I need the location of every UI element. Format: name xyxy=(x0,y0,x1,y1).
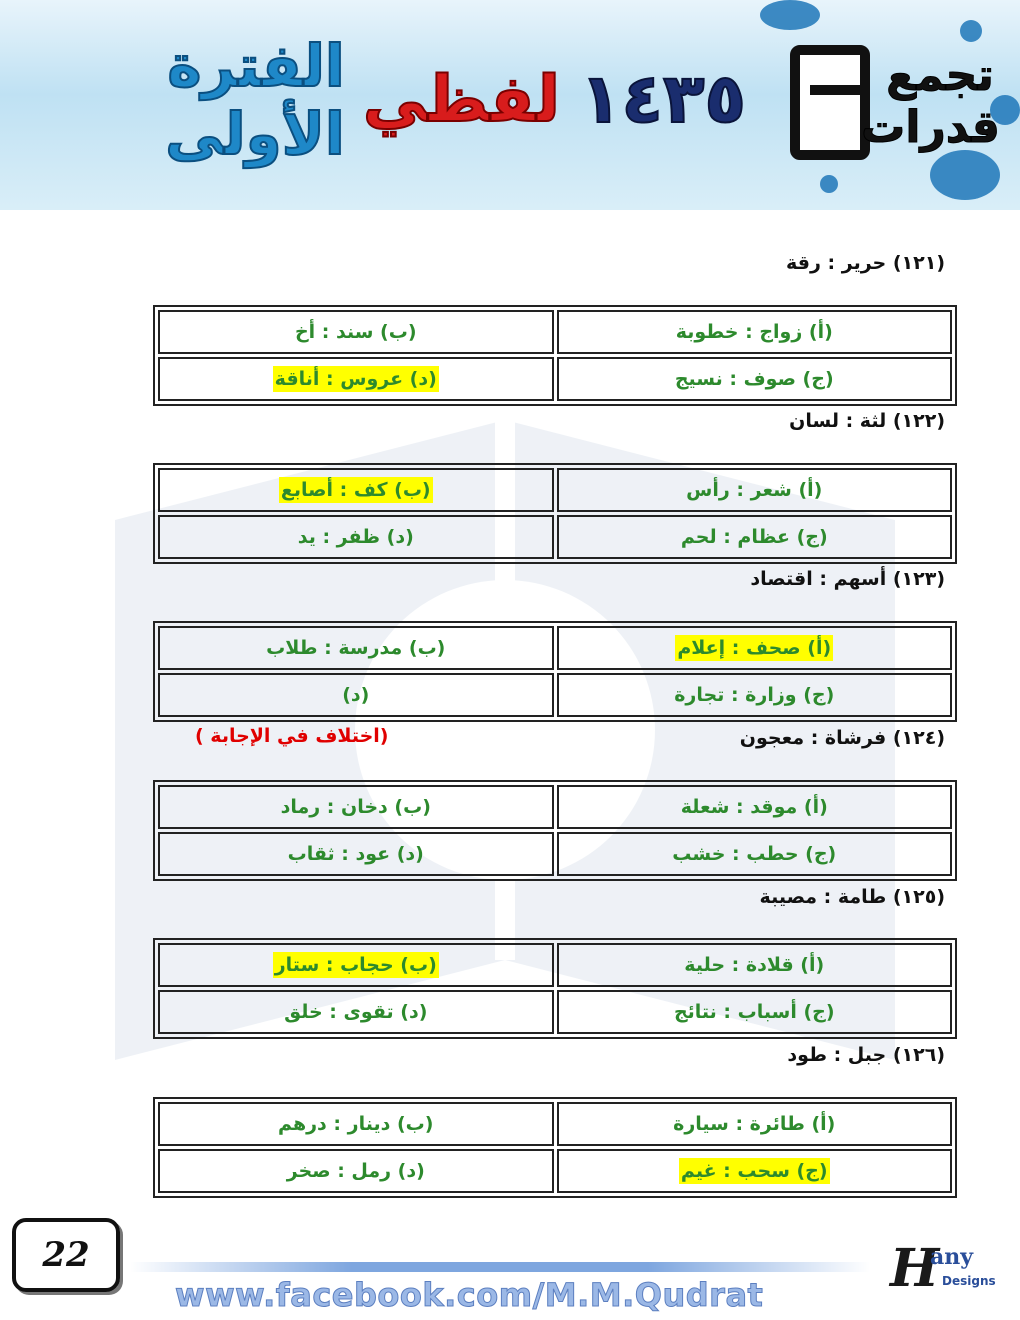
title-verbal: لفظي xyxy=(362,63,560,137)
option-c[interactable] xyxy=(557,515,953,559)
brand-logo xyxy=(890,1238,1005,1303)
answer-dispute-note: (اختلاف في الإجابة ) xyxy=(195,725,389,747)
options-table-121 xyxy=(153,305,957,406)
option-text: (أ) زواج : خطوبة xyxy=(675,321,833,343)
question-126: (١٢٦) جبل : طود xyxy=(787,1044,945,1066)
option-b[interactable] xyxy=(158,943,554,987)
option-text: (ب) دينار : درهم xyxy=(278,1113,434,1135)
option-text: (د) عود : ثقاب xyxy=(287,843,424,865)
question-124: (١٢٤) فرشاة : معجون xyxy=(739,727,945,749)
question-125: (١٢٥) طامة : مصيبة xyxy=(759,886,945,908)
brand-letter: H xyxy=(890,1238,940,1299)
option-text: (ج) حطب : خشب xyxy=(672,843,837,865)
page-number: 22 xyxy=(12,1218,120,1292)
question-123: (١٢٣) أسهم : اقتصاد xyxy=(750,568,945,590)
option-a[interactable] xyxy=(557,468,953,512)
option-text: (د) ظفر : يد xyxy=(297,526,414,548)
options-table-123 xyxy=(153,621,957,722)
option-d[interactable] xyxy=(158,990,554,1034)
option-text: (ج) أسباب : نتائج xyxy=(673,1001,835,1023)
option-c[interactable] xyxy=(557,1149,953,1193)
option-b[interactable] xyxy=(158,310,554,354)
option-c[interactable] xyxy=(557,832,953,876)
option-text: (أ) قلادة : حلية xyxy=(684,954,825,976)
options-table-122 xyxy=(153,463,957,564)
logo-text: تجمع قدرات xyxy=(861,50,1000,153)
option-a[interactable] xyxy=(557,785,953,829)
brand-designs: Designs xyxy=(942,1274,996,1288)
banner-title xyxy=(0,32,560,168)
option-text-highlighted: (د) عروس : أناقة xyxy=(274,368,437,390)
option-text-highlighted: (ب) حجاب : ستار xyxy=(274,954,437,976)
brand-any: any xyxy=(930,1244,974,1270)
option-b[interactable] xyxy=(158,626,554,670)
title-year: ١٤٣٥ xyxy=(579,60,746,139)
options-table-124 xyxy=(153,780,957,881)
option-c[interactable] xyxy=(557,990,953,1034)
title-period: الفترة الأولى xyxy=(165,32,345,168)
option-a[interactable] xyxy=(557,943,953,987)
option-d[interactable] xyxy=(158,673,554,717)
option-text: (ب) مدرسة : طلاب xyxy=(266,637,446,659)
option-b[interactable] xyxy=(158,1102,554,1146)
option-a[interactable] xyxy=(557,310,953,354)
footer-url[interactable]: www.facebook.com/M.M.Qudrat xyxy=(175,1276,764,1314)
header-banner xyxy=(0,0,1020,210)
option-b[interactable] xyxy=(158,785,554,829)
option-b[interactable] xyxy=(158,468,554,512)
option-d[interactable] xyxy=(158,515,554,559)
options-table-126 xyxy=(153,1097,957,1198)
question-122: (١٢٢) لثة : لسان xyxy=(789,410,945,432)
option-d[interactable] xyxy=(158,1149,554,1193)
option-text: (أ) موقد : شعلة xyxy=(680,796,828,818)
option-text: (ج) وزارة : تجارة xyxy=(674,684,835,706)
option-text: (ب) سند : أخ xyxy=(294,321,417,343)
option-text: (ب) دخان : رماد xyxy=(280,796,431,818)
options-table-125 xyxy=(153,938,957,1039)
option-text: (د) xyxy=(342,684,370,706)
option-text: (ج) عظام : لحم xyxy=(680,526,828,548)
option-a[interactable] xyxy=(557,626,953,670)
option-text: (د) رمل : صخر xyxy=(286,1160,425,1182)
footer-divider xyxy=(130,1262,870,1272)
option-c[interactable] xyxy=(557,673,953,717)
option-text-highlighted: (أ) صحف : إعلام xyxy=(677,637,832,659)
option-text: (أ) طائرة : سيارة xyxy=(673,1113,836,1135)
option-text-highlighted: (ب) كف : أصابع xyxy=(280,479,431,501)
logo xyxy=(790,45,1000,170)
option-text-highlighted: (ج) سحب : غيم xyxy=(680,1160,828,1182)
option-text: (ج) صوف : نسيج xyxy=(674,368,834,390)
option-c[interactable] xyxy=(557,357,953,401)
question-121: (١٢١) حرير : رقة xyxy=(786,252,945,274)
option-text: (د) تقوى : خلق xyxy=(284,1001,428,1023)
option-text: (أ) شعر : رأس xyxy=(686,479,823,501)
option-d[interactable] xyxy=(158,832,554,876)
option-a[interactable] xyxy=(557,1102,953,1146)
logo-glyph-icon xyxy=(790,45,870,160)
option-d[interactable] xyxy=(158,357,554,401)
